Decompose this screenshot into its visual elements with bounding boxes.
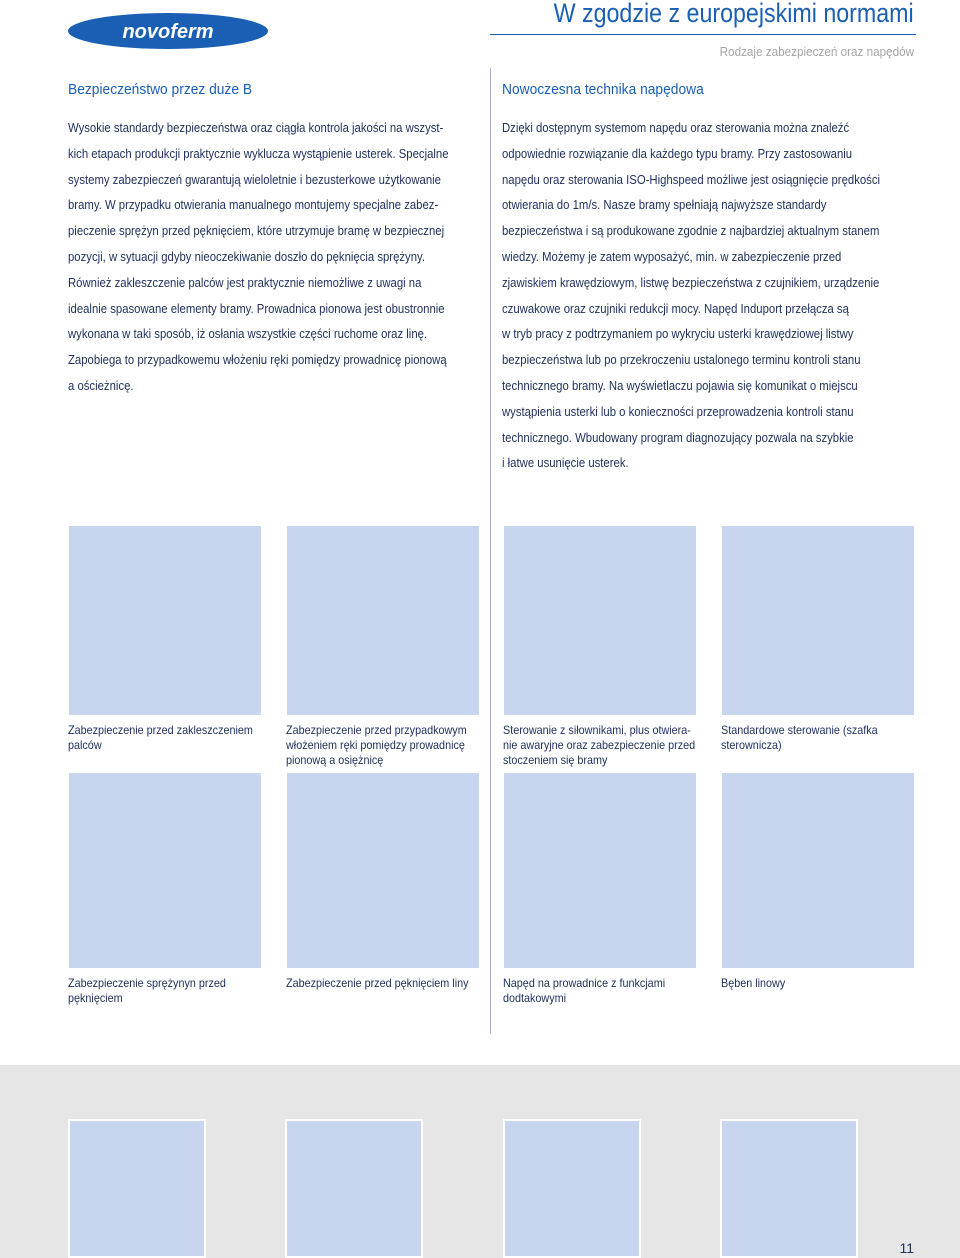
text-line: Dzięki dostępnym systemom napędu oraz sterowania można znaleźć [502, 121, 850, 135]
text-line: bramy. W przypadku otwierania manualnego montujemy specjalne zabez- [68, 198, 439, 213]
image-finger-protection [69, 526, 261, 715]
band-image [503, 1119, 641, 1258]
caption-control-cabinet [721, 723, 921, 753]
caption-cable-drum [721, 976, 921, 991]
caption-hand-protection [286, 723, 486, 768]
image-actuator-control [504, 526, 696, 715]
caption-finger-protection [68, 723, 268, 753]
caption-line: włożeniem ręki pomiędzy prowadnicę [286, 738, 465, 752]
text-line: Wysokie standardy bezpieczeństwa oraz ciągła kontrola jakości na wszyst- [68, 121, 444, 135]
page-title: W zgodzie z europejskimi normami [553, 0, 914, 28]
caption-line: Zabezpieczenie przed pęknięciem liny [286, 976, 469, 990]
text-line: kich etapach produkcji praktycznie wyklucza wystąpienie usterek. Specjalne [68, 146, 449, 161]
caption-actuator-control [503, 723, 703, 768]
logo-text: novoferm [122, 21, 214, 43]
text-line: wystąpienia usterki lub o konieczności przeprowadzenia kontroli stanu [502, 404, 854, 419]
caption-line: Zabezpieczenie przed przypadkowym [286, 723, 467, 737]
text-line: bezpieczeństwa i są produkowane zgodnie z najbardziej aktualnym stanem [502, 224, 880, 239]
text-line: w tryb pracy z podtrzymaniem po wykryciu usterki krawędziowej listwy [502, 327, 854, 342]
text-line: technicznego bramy. Na wyświetlaczu pojawia się komunikat o miejscu [502, 378, 858, 393]
band-image [285, 1119, 423, 1258]
caption-track-drive [503, 976, 703, 1006]
caption-line: Napęd na prowadnice z funkcjami [503, 976, 666, 990]
text-line: Również zakleszczenie palców jest praktycznie niemożliwe z uwagi na [68, 275, 422, 290]
text-line: zjawiskiem krawędziowym, listwę bezpieczeństwa z czujnikiem, urządzenie [502, 275, 880, 290]
text-line: odpowiednie rozwiązanie dla każdego typu bramy. Przy zastosowaniu [502, 146, 853, 161]
right-body-text [502, 116, 917, 477]
text-line: wykonana w taki sposób, iż osłania wszystkie części ruchome oraz linę. [68, 327, 428, 342]
text-line: Zapobiega to przypadkowemu włożeniu ręki pomiędzy prowadnicę pionową [68, 353, 447, 368]
novoferm-logo [67, 12, 270, 50]
text-line: technicznego. Wbudowany program diagnozujący pozwala na szybkie [502, 430, 854, 445]
caption-line: Sterowanie z siłownikami, plus otwiera- [503, 723, 691, 737]
header-rule [490, 34, 916, 35]
text-line: i łatwe usunięcie usterek. [502, 456, 629, 471]
text-line: bezpieczeństwa lub po przekroczeniu ustalonego terminu kontroli stanu [502, 353, 861, 368]
text-line: czuwakowe oraz czujniki redukcji mocy. Napęd Induport przełącza są [502, 301, 849, 316]
text-line: idealnie spasowane elementy bramy. Prowadnica pionowa jest obustronnie [68, 301, 445, 316]
image-cable-drum [722, 773, 914, 968]
caption-line: Zabezpieczenie sprężynyn przed [68, 976, 226, 990]
caption-cable-break-protection [286, 976, 486, 991]
caption-spring-break-protection [68, 976, 268, 1006]
text-line: wiedzy. Możemy je zatem wyposażyć, min. w zabezpieczenie przed [502, 249, 842, 264]
caption-line: nie awaryjne oraz zabezpieczenie przed [503, 738, 696, 752]
caption-line: Bęben linowy [721, 976, 786, 990]
image-spring-break-protection [69, 773, 261, 968]
image-hand-protection [287, 526, 479, 715]
text-line: otwierania do 1m/s. Nasze bramy spełniają najwyższe standardy [502, 198, 827, 213]
caption-line: sterownicza) [721, 738, 782, 752]
caption-line: stoczeniem się bramy [503, 753, 608, 767]
band-image [720, 1119, 858, 1258]
text-line: a ościeżnicę. [68, 378, 134, 393]
image-track-drive [504, 773, 696, 968]
column-divider [490, 68, 491, 1034]
right-section-heading: Nowoczesna technika napędowa [502, 81, 704, 98]
left-body-text [68, 116, 468, 400]
text-line: pozycji, w sytuacji gdyby nieoczekiwanie doszło do pęknięcia sprężyny. [68, 249, 426, 264]
image-control-cabinet [722, 526, 914, 715]
page-number: 11 [899, 1240, 914, 1256]
text-line: pieczenie sprężyn przed pęknięciem, które utrzymuje bramę w bezpiecznej [68, 224, 445, 239]
image-cable-break-protection [287, 773, 479, 968]
left-section-heading: Bezpieczeństwo przez duże B [68, 81, 253, 98]
caption-line: dodtakowymi [503, 991, 567, 1005]
text-line: systemy zabezpieczeń gwarantują wieloletnie i bezusterkowe użytkowanie [68, 172, 441, 187]
caption-line: palców [68, 738, 102, 752]
band-image [68, 1119, 206, 1258]
caption-line: Standardowe sterowanie (szafka [721, 723, 878, 737]
caption-line: pionową a osiężnicę [286, 753, 384, 767]
caption-line: pęknięciem [68, 991, 123, 1005]
caption-line: Zabezpieczenie przed zakleszczeniem [68, 723, 253, 737]
page-subtitle: Rodzaje zabezpieczeń oraz napędów [719, 44, 914, 59]
text-line: napędu oraz sterowania ISO-Highspeed możliwe jest osiągnięcie prędkości [502, 172, 881, 187]
